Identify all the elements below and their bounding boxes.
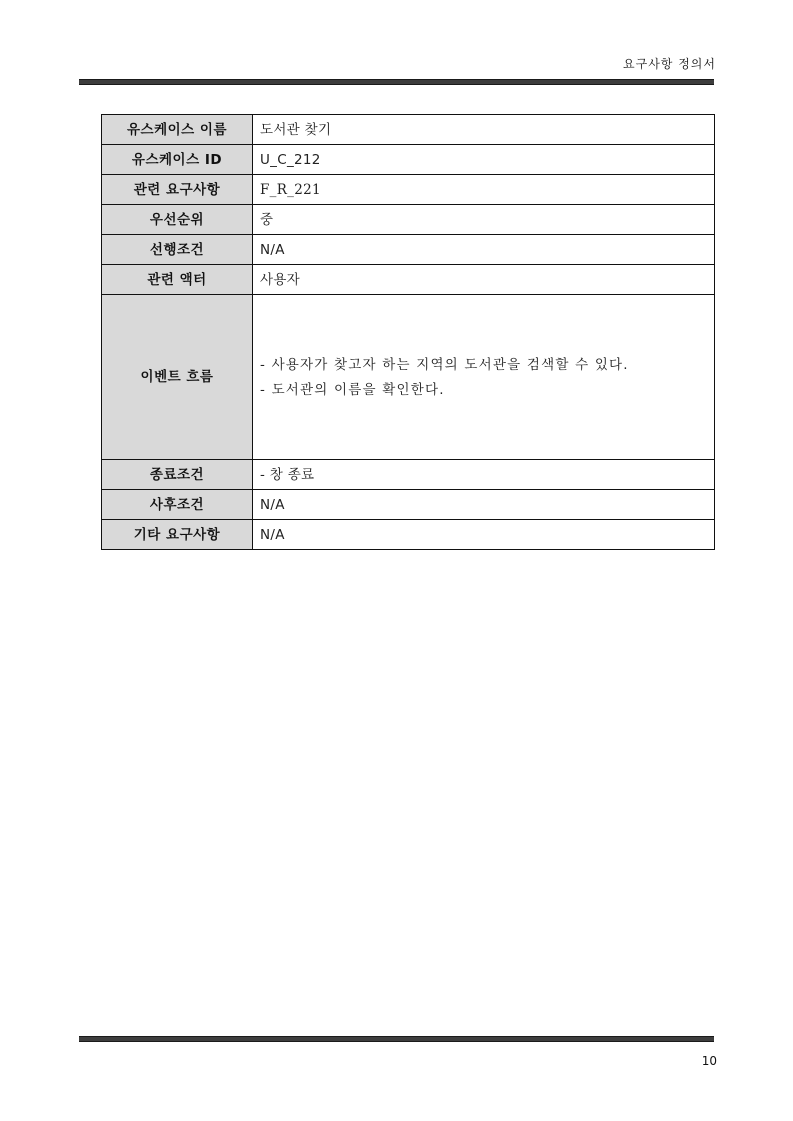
table-row [102, 265, 715, 295]
row-value: N/A [253, 520, 715, 550]
row-value: F_R_221 [253, 175, 715, 205]
row-value: 사용자 [253, 265, 715, 295]
row-label: 사후조건 [102, 490, 253, 520]
table-row [102, 115, 715, 145]
event-flow-list [260, 351, 714, 403]
row-value: 도서관 찾기 [253, 115, 715, 145]
row-label: 유스케이스 ID [102, 145, 253, 175]
footer-rule [79, 1036, 714, 1042]
row-value: N/A [253, 490, 715, 520]
event-flow-cell [253, 295, 715, 460]
usecase-table [101, 114, 715, 550]
table-row [102, 205, 715, 235]
row-label: 종료조건 [102, 460, 253, 490]
row-label: 이벤트 흐름 [102, 295, 253, 460]
row-value: U_C_212 [253, 145, 715, 175]
event-flow-line: - 도서관의 이름을 확인한다. [260, 382, 445, 398]
row-value: 중 [253, 205, 715, 235]
table-row [102, 145, 715, 175]
table-row [102, 490, 715, 520]
table-row [102, 175, 715, 205]
table-row [102, 460, 715, 490]
document-title: 요구사항 정의서 [623, 57, 716, 71]
table-row [102, 235, 715, 265]
row-value: - 창 종료 [253, 460, 715, 490]
table-row [102, 520, 715, 550]
row-label: 관련 요구사항 [102, 175, 253, 205]
event-flow-line: - 사용자가 찾고자 하는 지역의 도서관을 검색할 수 있다. [260, 357, 629, 373]
row-value: N/A [253, 235, 715, 265]
header-rule [79, 79, 714, 85]
row-label: 관련 액터 [102, 265, 253, 295]
row-label: 기타 요구사항 [102, 520, 253, 550]
table-row [102, 295, 715, 460]
row-label: 선행조건 [102, 235, 253, 265]
row-label: 우선순위 [102, 205, 253, 235]
row-label: 유스케이스 이름 [102, 115, 253, 145]
page-number: 10 [701, 1054, 717, 1068]
